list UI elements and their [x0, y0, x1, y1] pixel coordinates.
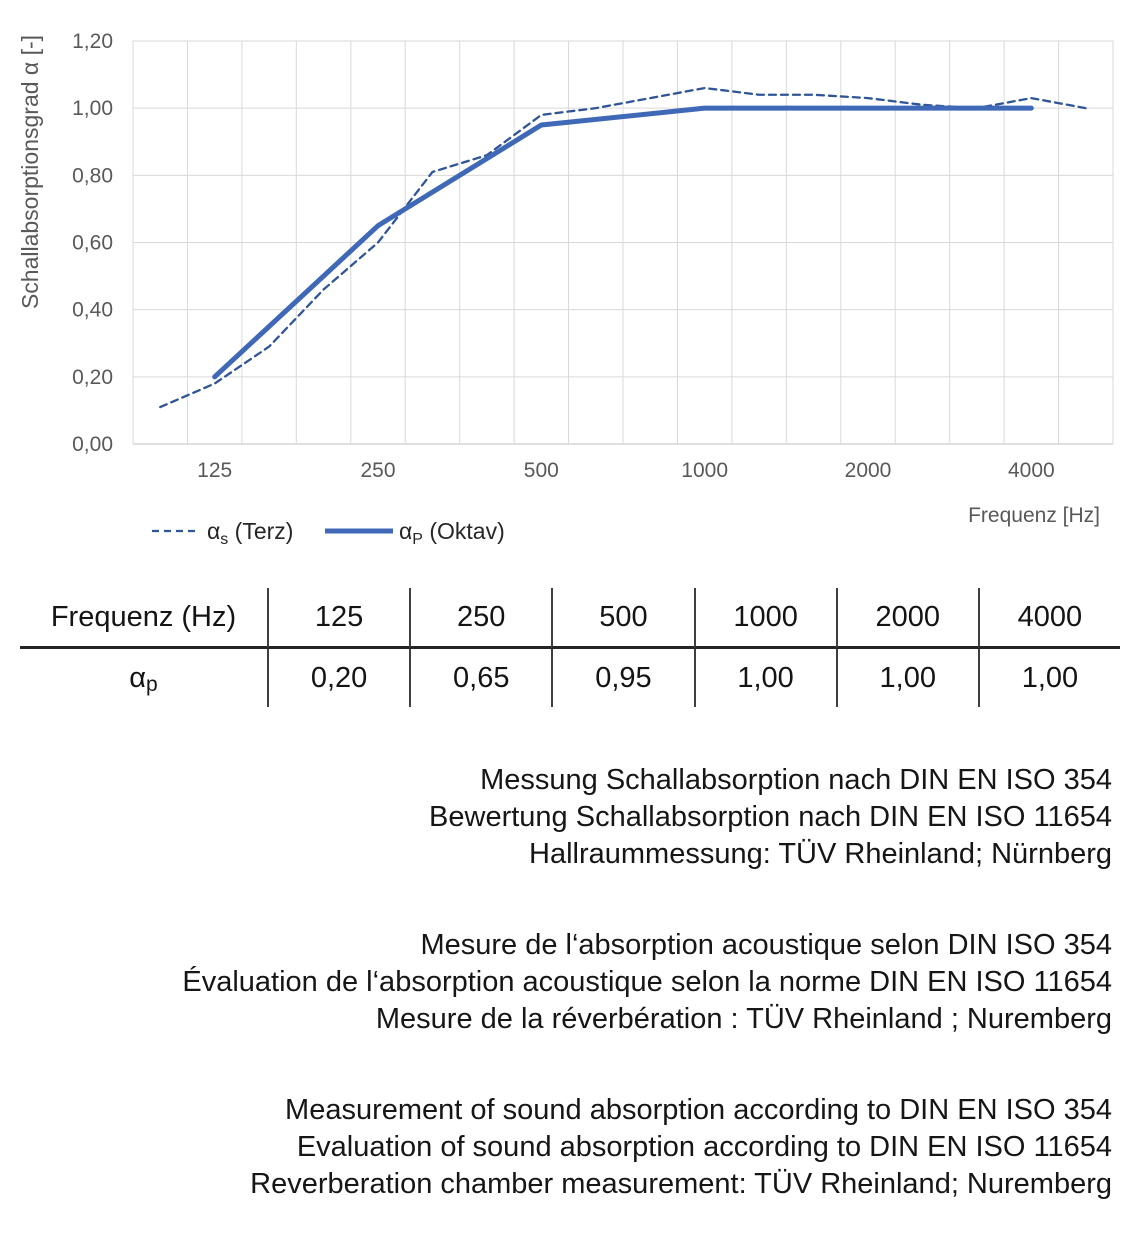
table-header-125: 125	[267, 588, 409, 649]
y-axis-title: Schallabsorptionsgrad α [-]	[17, 34, 43, 310]
y-tick-label: 0,40	[72, 298, 113, 322]
text-line: Messung Schallabsorption nach DIN EN ISO 354	[480, 764, 1112, 796]
y-tick-label: 0,80	[72, 164, 113, 188]
text-line: Measurement of sound absorption according to DIN EN ISO 354	[285, 1094, 1112, 1126]
y-tick-label: 0,00	[72, 433, 113, 456]
y-tick-label: 1,20	[72, 30, 113, 53]
x-tick-label: 125	[197, 459, 233, 482]
table-header-500: 500	[551, 588, 693, 649]
text-line: Hallraummessung: TÜV Rheinland; Nürnberg	[529, 838, 1112, 870]
text-line: Bewertung Schallabsorption nach DIN EN ISO 11654	[429, 801, 1112, 833]
x-tick-label: 4000	[1007, 459, 1055, 482]
table-header-250: 250	[409, 588, 551, 649]
table-value-125: 0,20	[267, 649, 409, 707]
table-value-1000: 1,00	[694, 649, 836, 707]
x-tick-label: 2000	[844, 459, 892, 482]
x-tick-label: 250	[360, 459, 396, 482]
y-tick-label: 1,00	[72, 97, 113, 121]
absorption-values-table	[20, 588, 1120, 707]
table-header-4000: 4000	[978, 588, 1120, 649]
table-value-4000: 1,00	[978, 649, 1120, 707]
legend-label: $\alpha_s$ (Terz)	[207, 518, 294, 548]
y-tick-label: 0,60	[72, 231, 113, 255]
x-axis-title: Frequenz [Hz]	[968, 504, 1100, 527]
text-line: Reverberation chamber measurement: TÜV Rheinland; Nuremberg	[250, 1168, 1112, 1200]
table-row-label-alpha-p: α p	[129, 661, 158, 696]
text-block-french	[0, 927, 1112, 1038]
table-value-250: 0,65	[409, 649, 551, 707]
text-line: Évaluation de l‘absorption acoustique selon la norme DIN EN ISO 11654	[182, 966, 1112, 998]
text-line: Evaluation of sound absorption according to DIN EN ISO 11654	[296, 1131, 1112, 1163]
x-tick-label: 1000	[681, 459, 729, 482]
x-tick-label: 500	[523, 459, 559, 482]
table-header-2000: 2000	[836, 588, 978, 649]
text-block-english	[0, 1092, 1112, 1203]
table-header-1000: 1000	[694, 588, 836, 649]
table-header-frequency: Frequenz (Hz)	[20, 588, 267, 649]
table-value-2000: 1,00	[836, 649, 978, 707]
text-line: Mesure de la réverbération : TÜV Rheinland ; Nuremberg	[375, 1003, 1112, 1035]
sound-absorption-chart	[0, 0, 1135, 570]
table-value-500: 0,95	[551, 649, 693, 707]
text-line: Mesure de l‘absorption acoustique selon DIN ISO 354	[420, 929, 1112, 961]
y-tick-label: 0,20	[72, 365, 113, 389]
text-block-german	[0, 762, 1112, 873]
legend-label: $\alpha_P$ (Oktav)	[399, 518, 505, 548]
